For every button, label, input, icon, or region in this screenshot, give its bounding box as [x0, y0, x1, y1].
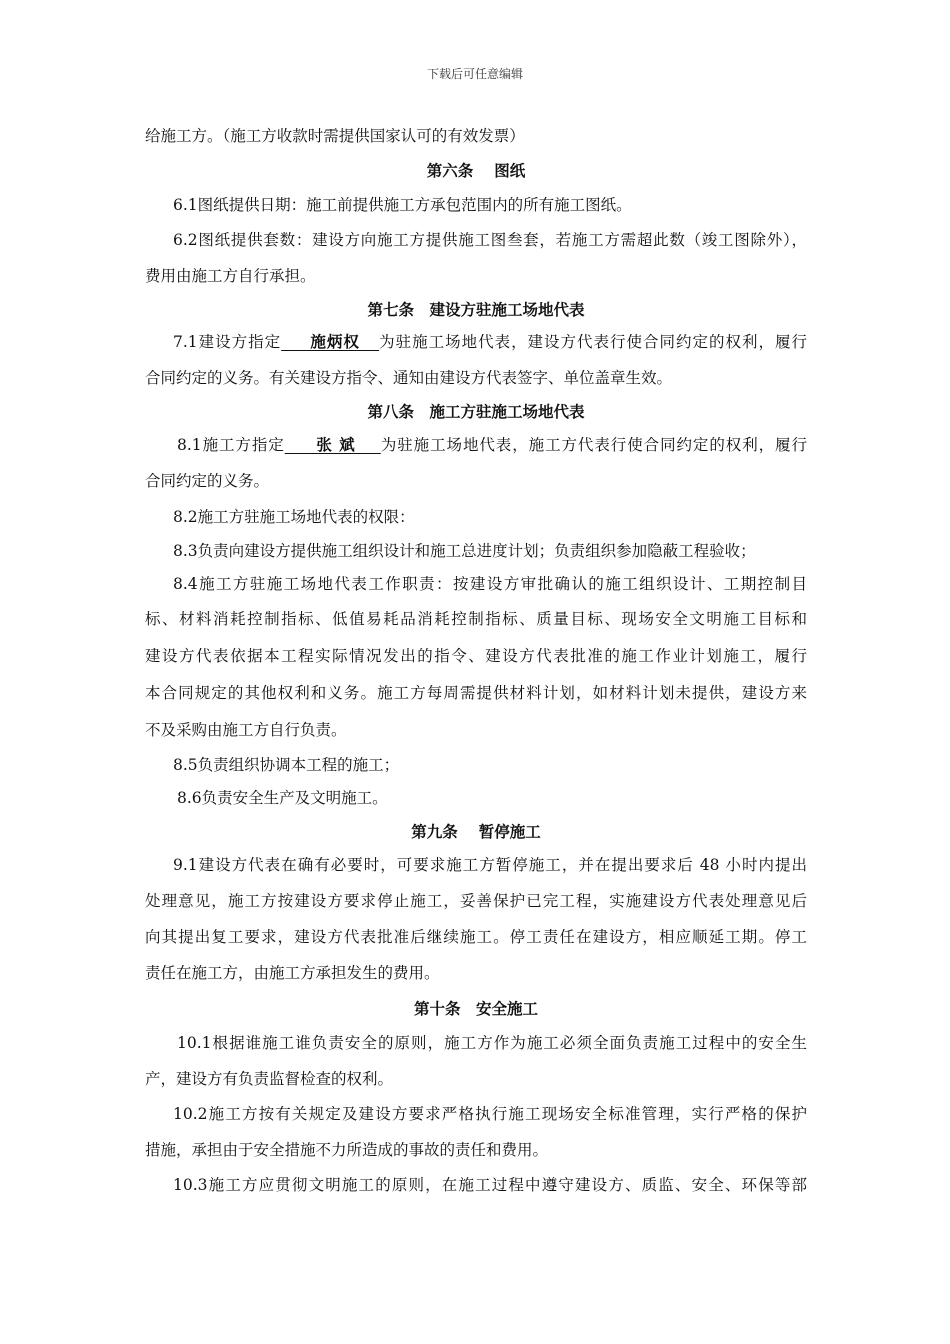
clause-8-4-line-5: 不及采购由施工方自行负责。 [145, 721, 347, 739]
clause-10-3-line-1: 10.3施工方应贯彻文明施工的原则，在施工过程中遵守建设方、质监、安全、环保等部 [173, 1176, 807, 1194]
clause-10-1-line-2: 产，建设方有负责监督检查的权利。 [145, 1070, 394, 1088]
clause-8-2: 8.2施工方驻施工场地代表的权限： [173, 508, 415, 526]
paragraph-line: 给施工方。（施工方收款时需提供国家认可的有效发票） [145, 127, 525, 145]
owner-representative-name: 施炳权 [281, 332, 380, 351]
clause-8-4-line-1: 8.4施工方驻施工场地代表工作职责：按建设方审批确认的施工组织设计、工期控制目 [173, 575, 807, 593]
clause-10-2-line-2: 措施，承担由于安全措施不力所造成的事故的责任和费用。 [145, 1141, 549, 1159]
clause-7-1-suffix: 为驻施工场地代表，建设方代表行使合同约定的权利，履行 [379, 333, 807, 351]
clause-6-1: 6.1图纸提供日期：施工前提供施工方承包范围内的所有施工图纸。 [173, 196, 632, 214]
clause-7-1-line-1 [173, 332, 807, 352]
clause-10-2-line-1: 10.2施工方按有关规定及建设方要求严格执行施工现场安全标准管理，实行严格的保护 [173, 1105, 807, 1123]
clause-8-1-prefix: 8.1施工方指定 [177, 436, 285, 454]
clause-7-1-line-2: 合同约定的义务。有关建设方指令、通知由建设方代表签字、单位盖章生效。 [145, 369, 673, 387]
article-8-heading: 第八条 施工方驻施工场地代表 [367, 402, 585, 421]
clause-7-1-prefix: 7.1建设方指定 [173, 333, 282, 351]
clause-6-2-line-2: 费用由施工方自行承担。 [145, 267, 316, 285]
clause-9-1-line-2: 处理意见，施工方按建设方要求停止施工，妥善保护已完工程，实施建设方代表处理意见后 [145, 892, 807, 910]
clause-8-1-suffix: 为驻施工场地代表，施工方代表行使合同约定的权利，履行 [380, 436, 807, 454]
contractor-representative-name: 张 斌 [284, 435, 381, 454]
clause-8-4-line-4: 本合同规定的其他权利和义务。施工方每周需提供材料计划，如材料计划未提供，建设方来 [145, 684, 807, 702]
clause-8-1-line-1 [177, 435, 807, 455]
page-header: 下载后可任意编辑 [426, 67, 523, 81]
clause-8-5: 8.5负责组织协调本工程的施工； [173, 756, 400, 774]
article-7-heading: 第七条 建设方驻施工场地代表 [367, 300, 585, 319]
article-9-heading: 第九条 暂停施工 [411, 822, 541, 841]
clause-10-1-line-1: 10.1根据谁施工谁负责安全的原则，施工方作为施工必须全面负责施工过程中的安全生 [177, 1034, 807, 1052]
clause-9-1-line-1: 9.1建设方代表在确有必要时，可要求施工方暂停施工，并在提出要求后 48 小时内提出 [173, 856, 807, 874]
clause-9-1-line-4: 责任在施工方，由施工方承担发生的费用。 [145, 964, 440, 982]
clause-9-1-line-3: 向其提出复工要求，建设方代表批准后继续施工。停工责任在建设方，相应顺延工期。停工 [145, 928, 807, 946]
clause-6-2-line-1: 6.2图纸提供套数：建设方向施工方提供施工图叁套，若施工方需超此数（竣工图除外）， [173, 231, 807, 249]
clause-8-1-line-2: 合同约定的义务。 [145, 472, 270, 490]
clause-8-4-line-2: 标、材料消耗控制指标、低值易耗品消耗控制指标、质量目标、现场安全文明施工目标和 [145, 610, 807, 628]
clause-8-6: 8.6负责安全生产及文明施工。 [177, 789, 388, 807]
clause-8-3: 8.3负责向建设方提供施工组织设计和施工总进度计划；负责组织参加隐蔽工程验收； [173, 542, 756, 560]
article-10-heading: 第十条 安全施工 [413, 999, 538, 1018]
article-6-heading: 第六条 图纸 [426, 161, 526, 180]
clause-8-4-line-3: 建设方代表依据本工程实际情况发出的指令、建设方代表批准的施工作业计划施工，履行 [145, 647, 807, 665]
